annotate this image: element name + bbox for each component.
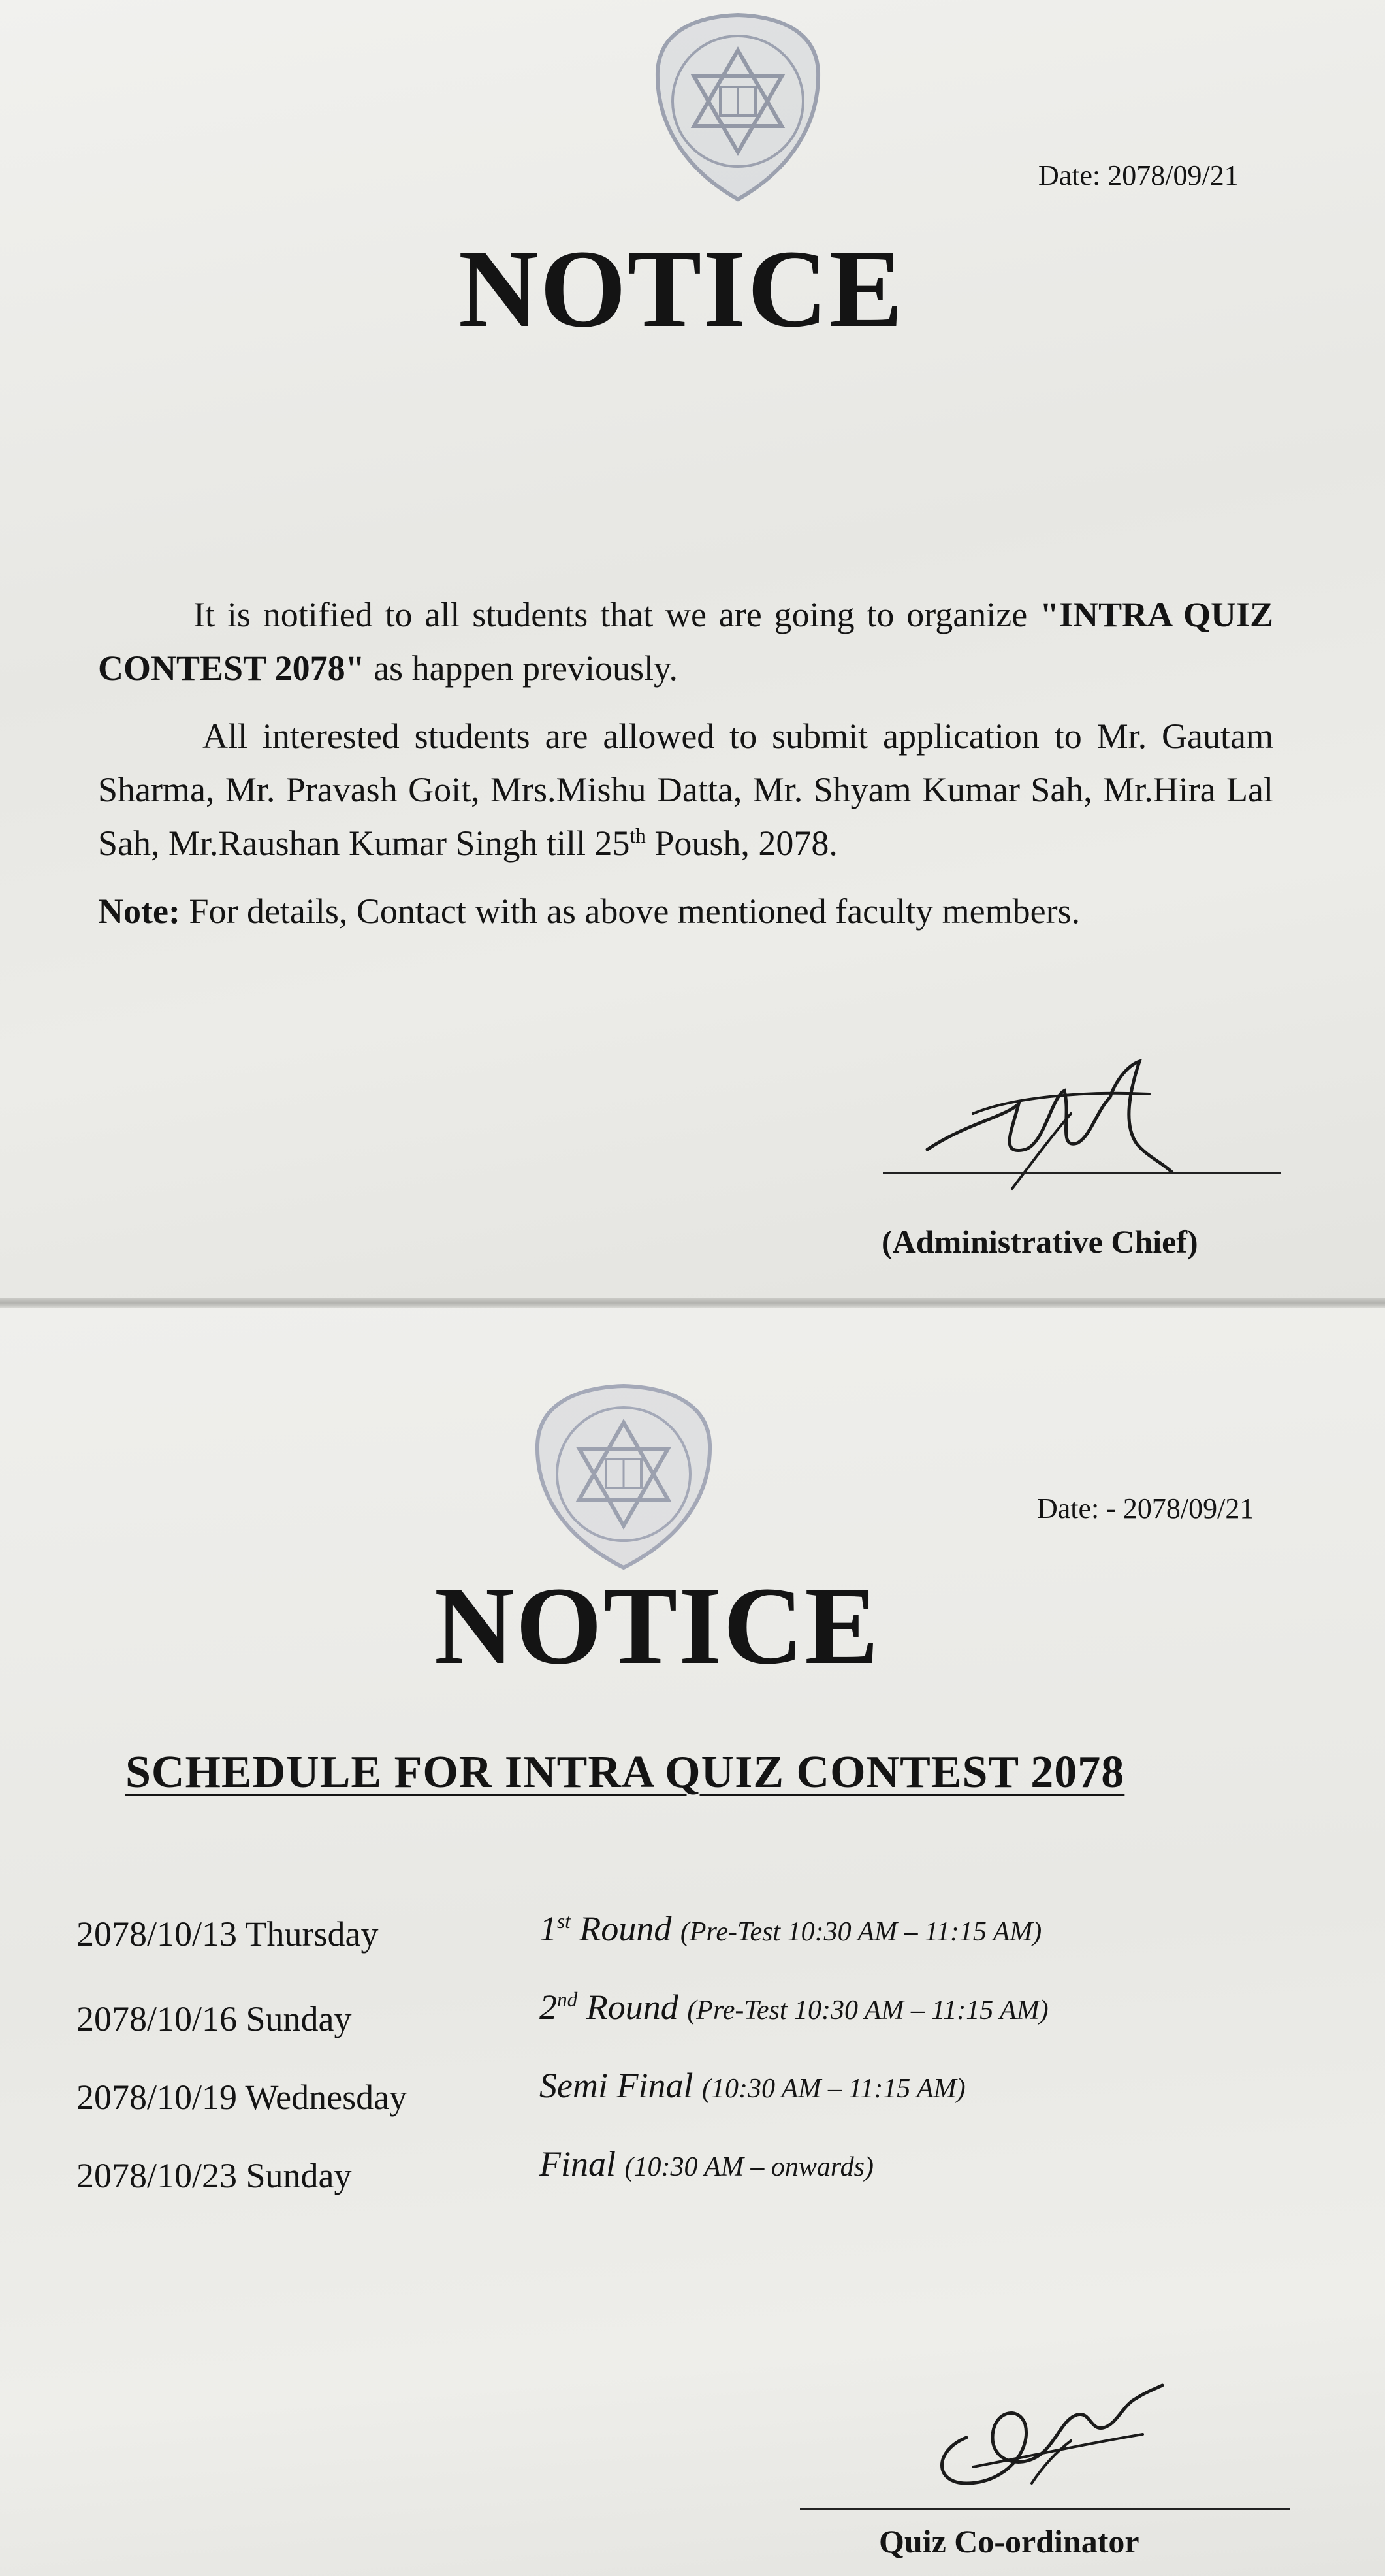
schedule-event: 2nd Round (Pre-Test 10:30 AM – 11:15 AM): [539, 1988, 1049, 2027]
paragraph-2-tail: Poush, 2078.: [654, 824, 838, 863]
paragraph-1: [98, 588, 1273, 695]
notice-body: [98, 588, 1273, 938]
schedule-event: Semi Final (10:30 AM – 11:15 AM): [539, 2066, 966, 2105]
paragraph-2: [98, 709, 1273, 870]
handwritten-signature-icon: [914, 1052, 1202, 1202]
paragraph-1-tail: as happen previously.: [374, 649, 678, 688]
schedule-event: Final (10:30 AM – onwards): [539, 2144, 874, 2183]
schedule-heading: SCHEDULE FOR INTRA QUIZ CONTEST 2078: [125, 1747, 1125, 1797]
handwritten-signature-icon: [895, 2353, 1182, 2503]
page-fold: [0, 1298, 1385, 1308]
signature-line: [883, 1172, 1281, 1174]
signatory-title: Quiz Co-ordinator: [879, 2523, 1139, 2560]
ordinal-suffix: th: [629, 824, 646, 847]
schedule-event: 1st Round (Pre-Test 10:30 AM – 11:15 AM): [539, 1909, 1042, 1948]
signatory-title: (Administrative Chief): [882, 1223, 1198, 1260]
note-text: For details, Contact with as above mentioned faculty members.: [189, 892, 1081, 931]
schedule-date: 2078/10/16 Sunday: [76, 1999, 352, 2038]
college-seal-icon: [643, 10, 833, 206]
signature-line: [800, 2508, 1290, 2510]
schedule-date: 2078/10/19 Wednesday: [76, 2078, 407, 2117]
date-line: Date: 2078/09/21: [1038, 159, 1239, 191]
contest-name: "INTRA QUIZ CONTEST 2078": [98, 595, 1274, 688]
notice-sheet-2: [0, 1308, 1385, 2576]
notice-title: NOTICE: [458, 227, 904, 350]
paragraph-1-text: It is notified to all students that we are going to organize: [193, 595, 1028, 634]
date-line: Date: - 2078/09/21: [1037, 1492, 1254, 1524]
note-paragraph: [98, 884, 1273, 938]
college-seal-icon: [519, 1379, 728, 1575]
schedule-date: 2078/10/13 Thursday: [76, 1914, 379, 1954]
note-label: Note:: [98, 892, 180, 931]
notice-title: NOTICE: [434, 1564, 880, 1687]
schedule-date: 2078/10/23 Sunday: [76, 2156, 352, 2195]
paragraph-2-text: All interested students are allowed to submit application to Mr. Gautam Sharma, Mr. Pravash Goit, Mrs.Mishu Datta, Mr. Shyam Kumar Sah, Mr.Hira Lal Sah, Mr.Raushan Kumar Singh till 25: [98, 716, 1273, 863]
